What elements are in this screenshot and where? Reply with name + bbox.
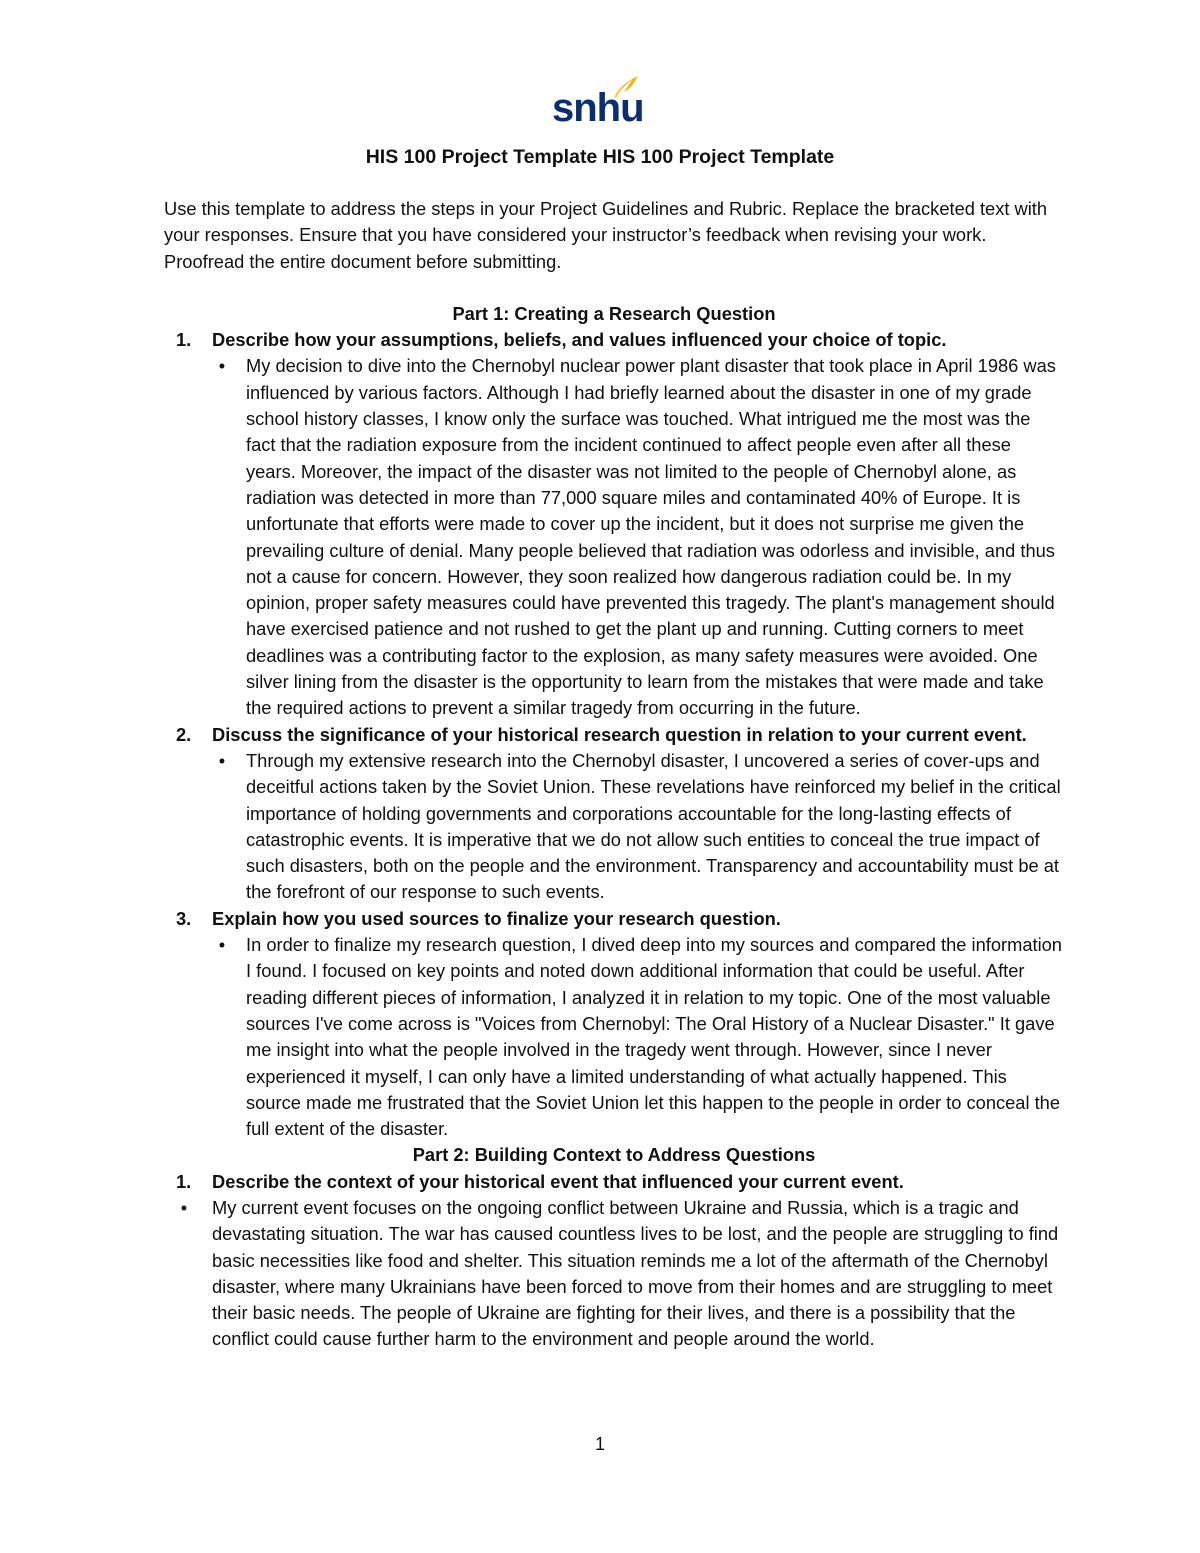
document-body: [164, 196, 1064, 1353]
snhu-logo: [552, 74, 642, 134]
question-text: Discuss the significance of your historical research question in relation to your current event.: [212, 723, 1027, 745]
answer-text: In order to finalize my research question, I dived deep into my sources and compared the information I found. I focused on key points and noted down additional information that could be useful. After reading different pieces of information, I analyzed it in relation to my topic. One of the most valuable sources I've come across is "Voices from Chernobyl: The Oral History of a Nuclear Disaster." It gave me insight into what the people involved in the tragedy went through. However, since I never experienced it myself, I can only have a limited understanding of what actually happened. This source made me frustrated that the Soviet Union let this happen to the people in order to conceal the full extent of the disaster.: [246, 934, 1062, 1140]
question-text: Describe the context of your historical event that influenced your current event.: [212, 1170, 904, 1192]
list-item: [164, 722, 1064, 906]
answer-block: [212, 748, 1064, 906]
bullet-icon: •: [180, 1196, 188, 1218]
page-number: 1: [594, 1434, 605, 1454]
answer-text: My decision to dive into the Chernobyl nuclear power plant disaster that took place in April 1986 was influenced by various factors. Although I had briefly learned about the disaster in one of my grade school history classes, I know only the surface was touched. What intrigued me the most was the fact that the radiation exposure from the incident continued to affect people even after all these years. Moreover, the impact of the disaster was not limited to the people of Chernobyl alone, as radiation was detected in more than 77,000 square miles and contaminated 40% of Europe. It is unfortunate that efforts were made to cover up the incident, but it does not surprise me given the prevailing culture of denial. Many people believed that radiation was odorless and invisible, and thus not a cause for concern. However, they soon realized how dangerous radiation could be. In my opinion, proper safety measures could have prevented this tragedy. The plant's management should have exercised patience and not rushed to get the plant up and running. Cutting corners to meet deadlines was a contributing factor to the explosion, as many safety measures were avoided. One silver lining from the disaster is the opportunity to learn from the mistakes that were made and take the required actions to prevent a similar tragedy from occurring in the future.: [246, 355, 1056, 719]
question-text: Describe how your assumptions, beliefs, and values influenced your choice of topic.: [212, 329, 947, 351]
answer-text: My current event focuses on the ongoing conflict between Ukraine and Russia, which is a tragic and devastating situation. The war has caused countless lives to be lost, and the people are struggling to find basic necessities like food and shelter. This situation reminds me a lot of the aftermath of the Chernobyl disaster, where many Ukrainians have been forced to move from their homes and are struggling to meet their basic needs. The people of Ukraine are fighting for their lives, and there is a possibility that the conflict could cause further harm to the environment and people around the world.: [212, 1196, 1059, 1350]
question-number: 1.: [176, 329, 192, 351]
part2-question-list: [164, 1169, 1064, 1195]
answer-text: Through my extensive research into the Chernobyl disaster, I uncovered a series of cover-ups and deceitful actions taken by the Soviet Union. These revelations have reinforced my belief in the critical importance of holding governments and corporations accountable for the long-lasting effects of catastrophic events. It is imperative that we do not allow such entities to conceal the true impact of such disasters, both on the people and the environment. Transparency and accountability must be at the forefront of our response to such events.: [246, 749, 1061, 903]
answer-block: [212, 932, 1064, 1142]
list-item: [164, 906, 1064, 1143]
part1-heading: Part 1: Creating a Research Question: [452, 302, 776, 324]
bullet-icon: •: [218, 355, 226, 377]
part1-question-list: [164, 327, 1064, 1142]
intro-paragraph: Use this template to address the steps in your Project Guidelines and Rubric. Replace the bracketed text with your responses. Ensure that you have considered your instructor’s feedback when revising your work. Proofread the entire document before submitting.: [164, 198, 1048, 272]
list-item: [164, 327, 1064, 721]
list-item: [164, 1169, 1064, 1195]
part2-heading: Part 2: Building Context to Address Questions: [412, 1144, 816, 1166]
question-number: 1.: [176, 1170, 192, 1192]
question-text: Explain how you used sources to finalize your research question.: [212, 907, 781, 929]
bullet-icon: •: [218, 934, 226, 956]
question-number: 2.: [176, 723, 192, 745]
logo-wordmark: snhu: [552, 86, 644, 130]
answer-block: [212, 353, 1064, 721]
page-title: HIS 100 Project Template HIS 100 Project Template: [365, 146, 835, 168]
bullet-icon: •: [218, 749, 226, 771]
question-number: 3.: [176, 907, 192, 929]
answer-block: [164, 1195, 1064, 1353]
